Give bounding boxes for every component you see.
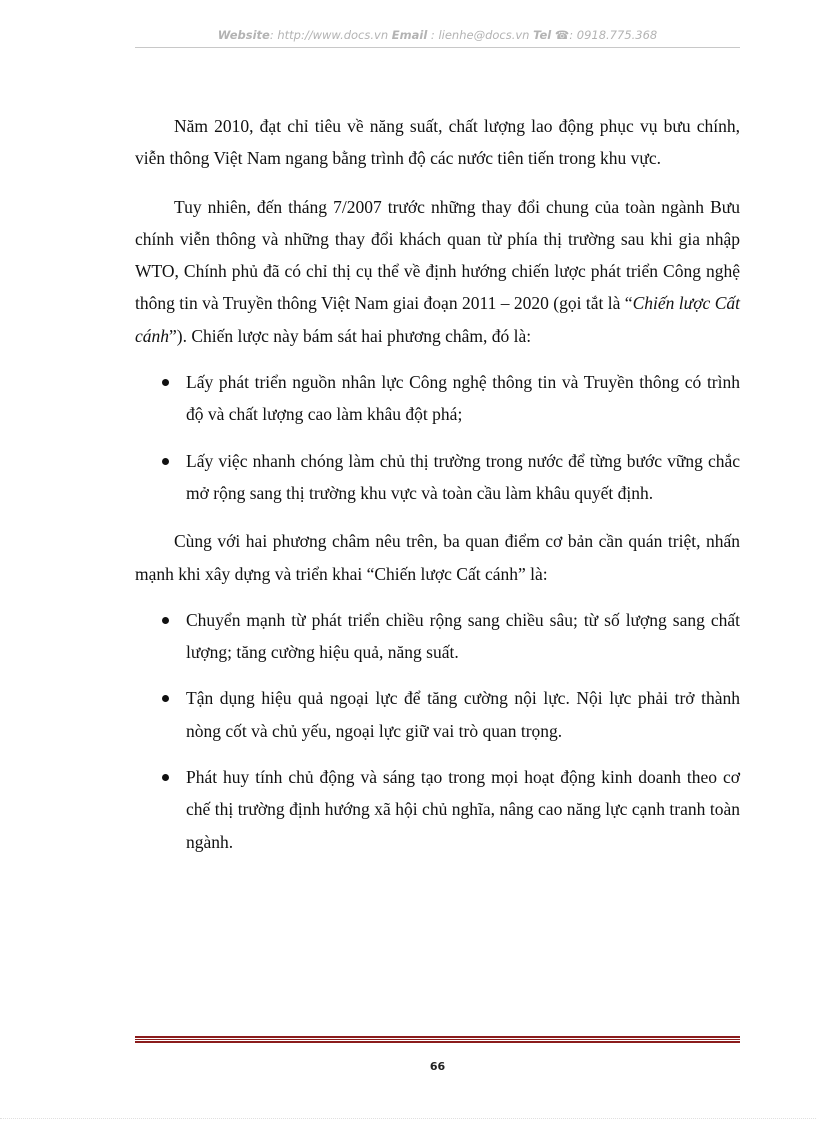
list-item: [135, 366, 740, 431]
paragraph-2-text-after: ”). Chiến lược này bám sát hai phương châm, đó là:: [169, 325, 532, 346]
email-label: Email: [391, 28, 428, 42]
phone-icon: ☎: [554, 28, 570, 42]
paragraph-1: Năm 2010, đạt chỉ tiêu về năng suất, chất lượng lao động phục vụ bưu chính, viễn thông Việt Nam ngang bằng trình độ các nước tiên tiến trong khu vực.: [135, 116, 740, 169]
bullet-text: Tận dụng hiệu quả ngoại lực để tăng cường nội lực. Nội lực phải trở thành nòng cốt và chủ yếu, ngoại lực giữ vai trò quan trọng.: [186, 688, 740, 741]
bullet-text: Lấy phát triển nguồn nhân lực Công nghệ thông tin và Truyền thông có trình độ và chất lượng cao làm khâu đột phá;: [186, 372, 740, 425]
bullet-icon: [162, 379, 169, 386]
bullet-icon: [162, 617, 169, 624]
bullet-icon: [162, 458, 169, 465]
tel-value: : 0918.775.368: [569, 28, 658, 42]
footer-divider: [135, 1036, 740, 1043]
list-item: [135, 682, 740, 747]
list-item: [135, 761, 740, 858]
paragraph-3: Cùng với hai phương châm nêu trên, ba quan điểm cơ bản cần quán triệt, nhấn mạnh khi xây dựng và triển khai “Chiến lược Cất cánh” là:: [135, 531, 740, 584]
tel-label: Tel: [533, 28, 552, 42]
list-item: [135, 445, 740, 510]
list-item: [135, 604, 740, 669]
bullet-icon: [162, 695, 169, 702]
paragraph-2-text-before: Tuy nhiên, đến tháng 7/2007 trước những thay đổi chung của toàn ngành Bưu chính viễn thông và những thay đổi khách quan từ phía thị trường sau khi gia nhập WTO, Chính phủ đã có chỉ thị cụ thể về định hướng chiến lược phát triển Công nghệ thông tin và Truyền thông Việt Nam giai đoạn 2011 – 2020 (gọi tắt là “: [135, 196, 740, 314]
website-value: : http://www.docs.vn: [269, 28, 389, 42]
paragraph-2-italic-title: Chiến lược Cất cánh: [135, 293, 740, 346]
website-label: Website: [217, 28, 270, 42]
page-bottom-edge: [0, 1118, 816, 1119]
bullet-text: Lấy việc nhanh chóng làm chủ thị trường trong nước để từng bước vững chắc mở rộng sang thị trường khu vực và toàn cầu làm khâu quyết định.: [186, 450, 740, 503]
bullet-icon: [162, 774, 169, 781]
header-divider: [135, 47, 740, 48]
paragraph-2: [135, 191, 740, 352]
email-value: : lienhe@docs.vn: [430, 28, 530, 42]
bullet-text: Phát huy tính chủ động và sáng tạo trong mọi hoạt động kinh doanh theo cơ chế thị trường định hướng xã hội chủ nghĩa, nâng cao năng lực cạnh tranh toàn ngành.: [186, 767, 740, 852]
document-body: [135, 110, 740, 858]
bullet-text: Chuyển mạnh từ phát triển chiều rộng sang chiều sâu; từ số lượng sang chất lượng; tăng cường hiệu quả, năng suất.: [186, 609, 740, 663]
page-number: 66: [429, 1060, 446, 1073]
page-header: [135, 28, 740, 42]
